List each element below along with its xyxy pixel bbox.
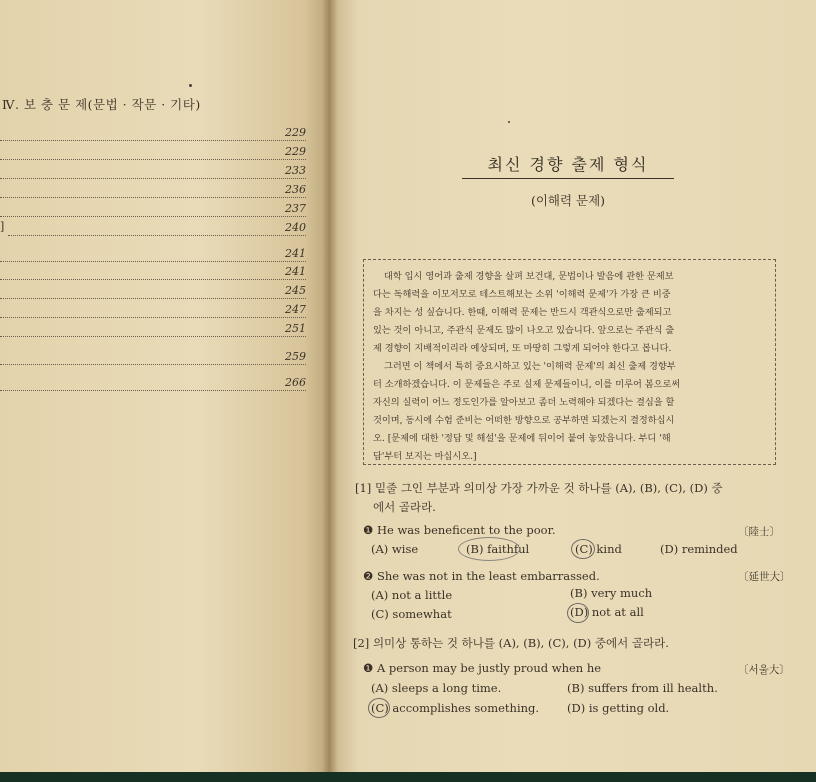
intro-line: 을 차지는 성 싶습니다. 한때, 이해력 문제는 반드시 객관식으로만 출제되고 [373, 307, 672, 318]
ink-speck [189, 84, 192, 87]
toc-bracket-mark: ] [0, 220, 5, 233]
page-title: 최신 경향 출제 형식 [462, 152, 674, 179]
toc-leader [0, 284, 306, 299]
school-label: 〔陸士〕 [738, 526, 780, 538]
pencil-circle-mark [571, 539, 595, 559]
toc-leader [0, 145, 306, 160]
pencil-circle-mark [567, 603, 589, 623]
toc-leader [0, 350, 306, 365]
toc-page-number: 240 [285, 221, 306, 234]
toc-page-number: 251 [285, 322, 306, 335]
intro-line: 그러면 이 책에서 특히 중요시하고 있는 '이해력 문제'의 최신 출제 경향부 [384, 361, 676, 372]
intro-line: 있는 것이 아니고, 주관식 문제도 많이 나오고 있습니다. 앞으로는 주관식 출 [373, 325, 675, 336]
toc-leader [0, 265, 306, 280]
choice-b: (B) faithful [466, 542, 530, 556]
item-marker: ❶ [363, 661, 374, 675]
choice-c: (C) somewhat [371, 607, 452, 621]
choice-a: (A) sleeps a long time. [371, 681, 502, 695]
toc-leader [8, 221, 306, 236]
intro-line: 오. [문제에 대한 '정답 및 해설'을 문제에 뒤이어 붙여 놓았읍니다. 부디 '해 [373, 433, 671, 444]
choice-b: (B) suffers from ill health. [567, 681, 718, 695]
question-1-1-sentence [363, 523, 555, 537]
toc-page-number: 241 [285, 247, 306, 260]
toc-leader [0, 247, 306, 262]
intro-line: 대학 입시 영어과 출제 경향을 살펴 보건대, 문법이나 발음에 관한 문제보 [384, 271, 674, 282]
toc-leader [0, 376, 306, 391]
toc-leader [0, 126, 306, 141]
book-bottom-edge [0, 772, 816, 782]
choice-c: (C) kind [575, 542, 622, 556]
intro-line: 것이며, 동시에 수험 준비는 어떠한 방향으로 공부하면 되겠는지 결정하십시 [373, 415, 675, 426]
intro-line: 자신의 실력이 어느 정도인가를 알아보고 좀더 노력해야 되겠다는 결심을 할 [373, 397, 675, 408]
item-marker: ❶ [363, 523, 374, 537]
question-1-heading: [1] 밑줄 그인 부분과 의미상 가장 가까운 것 하나를 (A), (B), (C), (D) 중 [355, 481, 723, 495]
choice-c: (C) accomplishes something. [371, 701, 540, 715]
item-sentence: A person may be justly proud when he [376, 661, 602, 675]
toc-leader [0, 303, 306, 318]
toc-page-number: 245 [285, 284, 306, 297]
toc-leader [0, 183, 306, 198]
intro-line: 다는 독해력을 이모저모로 테스트해보는 소위 '이해력 문제'가 가장 큰 비중 [373, 289, 671, 300]
toc-page-number: 237 [285, 202, 306, 215]
choice-d: (D) is getting old. [567, 701, 670, 715]
toc-page-number: 241 [285, 265, 306, 278]
pencil-circle-mark [368, 698, 390, 718]
question-2-1-sentence [363, 661, 601, 675]
choice-a: (A) not a little [371, 588, 453, 602]
question-2-heading: [2] 의미상 통하는 것 하나를 (A), (B), (C), (D) 중에서 골라라. [353, 636, 669, 650]
choice-b: (B) very much [570, 586, 653, 600]
toc-page-number: 233 [285, 164, 306, 177]
page-subtitle: (이해력 문제) [530, 193, 606, 208]
toc-page-number: 259 [285, 350, 306, 363]
question-1-2-sentence [363, 569, 600, 583]
toc-leader [0, 164, 306, 179]
intro-line: 답'부터 보지는 마십시오.] [373, 451, 477, 462]
book-gutter [322, 0, 338, 778]
choice-d: (D) not at all [570, 605, 644, 619]
choice-d: (D) reminded [660, 542, 738, 556]
toc-page-number: 236 [285, 183, 306, 196]
toc-page-number: 229 [285, 126, 306, 139]
toc-page-number: 247 [285, 303, 306, 316]
toc-leader [0, 202, 306, 217]
item-sentence: He was beneficent to the poor. [376, 523, 556, 537]
choice-a: (A) wise [371, 542, 419, 556]
toc-page-number: 266 [285, 376, 306, 389]
intro-line: 제 경향이 지배적이리라 예상되며, 또 마땅히 그렇게 되어야 한다고 봅니다. [373, 343, 672, 354]
question-1-heading-cont: 에서 골라라. [373, 500, 436, 514]
item-marker: ❷ [363, 569, 374, 583]
toc-leader [0, 322, 306, 337]
school-label: 〔서울大〕 [738, 664, 790, 676]
pencil-circle-mark [458, 537, 520, 561]
ink-speck [508, 121, 510, 123]
section-heading: Ⅳ. 보 충 문 제(문법 · 작문 · 기타) [2, 97, 201, 112]
intro-line: 터 소개하겠습니다. 이 문제들은 주로 실제 문제들이니, 이를 미루어 봄으로써 [373, 379, 681, 390]
school-label: 〔延世大〕 [738, 571, 791, 583]
toc-page-number: 229 [285, 145, 306, 158]
item-sentence: She was not in the least embarrassed. [376, 569, 600, 583]
